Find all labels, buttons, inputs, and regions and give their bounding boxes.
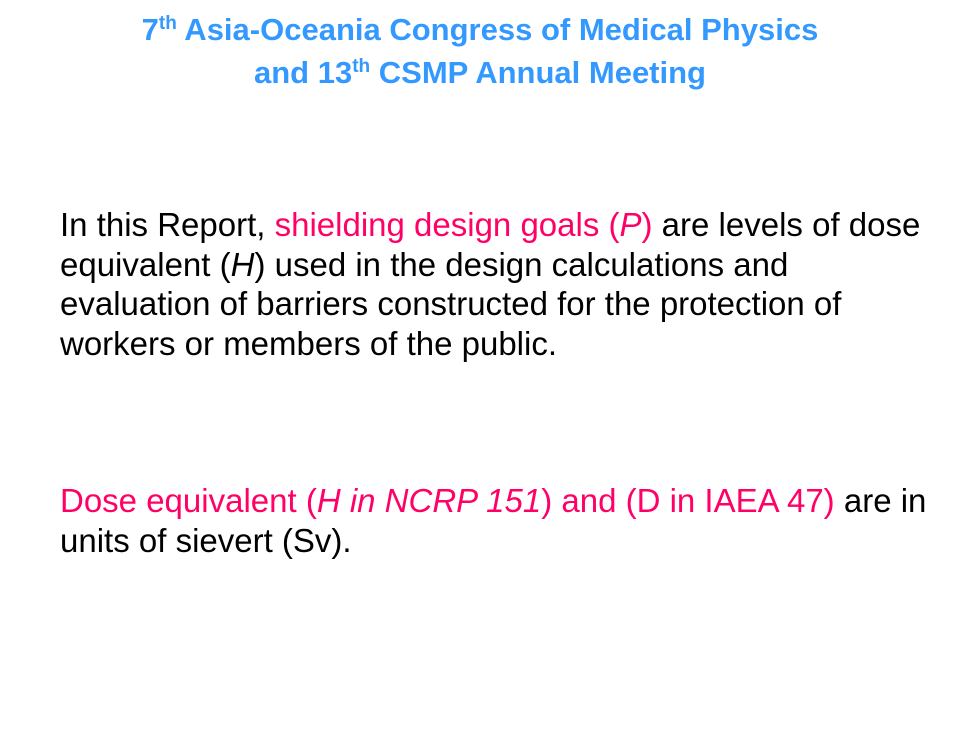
title-text: CSMP Annual Meeting [370,55,706,90]
units-paragraph [60,481,930,560]
highlight-italic-text: H in NCRP 151 [316,482,542,519]
title-superscript: th [158,13,177,34]
title-text: and 13 [253,55,353,90]
highlight-text: ) [641,206,653,243]
paragraph-text: ) used in the design calculations and evaluation of barriers constructed for the protection of workers or members of the public. [60,245,842,362]
title-line-2 [0,51,960,94]
slide-title [0,8,960,94]
title-text: Asia-Oceania Congress of Medical Physics [176,12,819,47]
title-superscript: th [352,56,371,77]
symbol-p: P [619,206,642,243]
definition-paragraph [60,205,930,363]
title-number: 7 [141,12,159,47]
title-line-1 [0,8,960,51]
highlight-text: shielding design goals ( [274,206,620,243]
paragraph-text: are levels of dose equivalent ( [60,206,921,283]
highlight-text: ) and (D in IAEA 47) [541,482,835,519]
paragraph-text: In this Report, [60,206,275,243]
highlight-text: Dose equivalent ( [60,482,317,519]
symbol-h: H [230,245,255,283]
paragraph-text: are in units of sievert (Sv). [60,482,927,559]
